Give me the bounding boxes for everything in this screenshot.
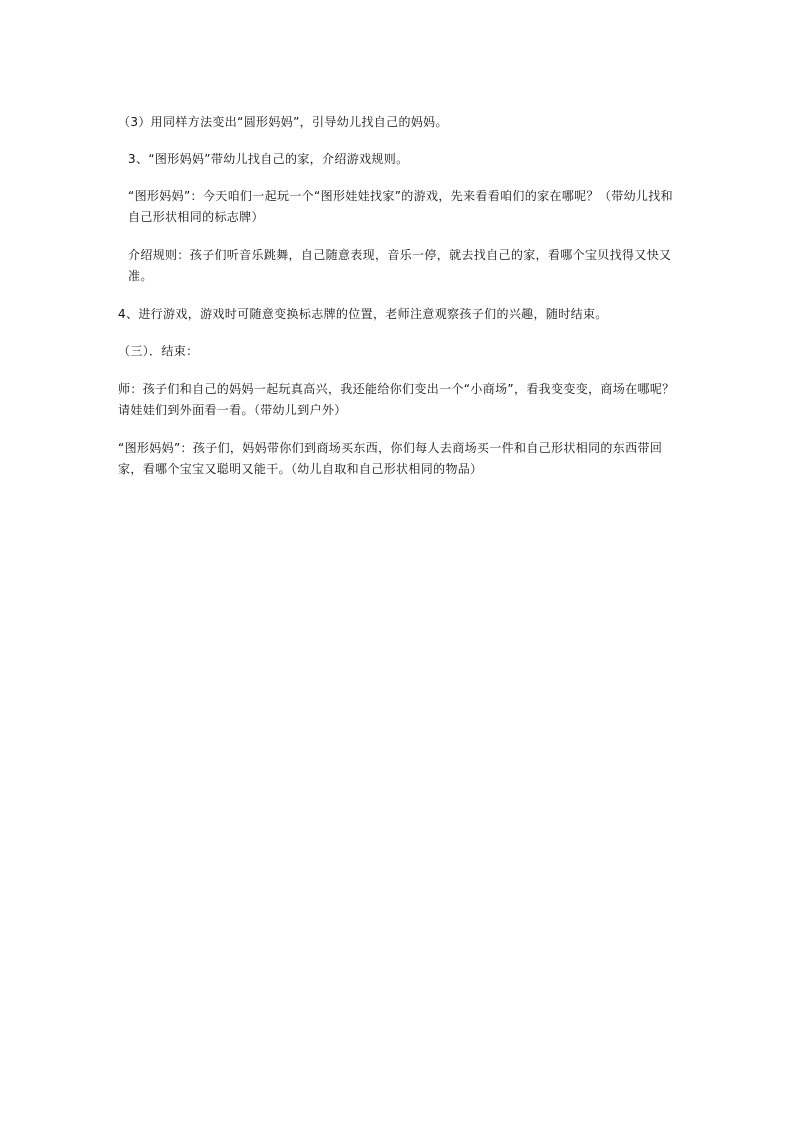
paragraph-shapes-shopping: “图形妈妈”：孩子们，妈妈带你们到商场买东西，你们每人去商场买一件和自己形状相同的东西带回家，看哪个宝宝又聪明又能干。（幼儿自取和自己形状相同的物品） [118,441,663,476]
section-heading-ending: （三）．结束： [118,344,199,358]
paragraph-round-mother: （3）用同样方法变出“圆形妈妈”，引导幼儿找自己的妈妈。 [118,115,448,129]
document-body [118,112,678,480]
paragraph-step-4-play: 4、进行游戏，游戏时可随意变换标志牌的位置，老师注意观察孩子们的兴趣，随时结束。 [118,307,608,321]
paragraph-find-home-game: “图形妈妈”：今天咱们一起玩一个“图形娃娃找家”的游戏，先来看看咱们的家在哪呢？（带幼儿找和自己形状相同的标志牌） [128,189,673,224]
paragraph-teacher-mall: 师：孩子们和自己的妈妈一起玩真高兴，我还能给你们变出一个“小商场”，看我变变变，商场在哪呢？请娃娃们到外面看一看。（带幼儿到户外） [118,382,675,417]
paragraph-game-rules: 介绍规则：孩子们听音乐跳舞，自己随意表现，音乐一停，就去找自己的家，看哪个宝贝找得又快又准。 [128,248,672,283]
paragraph-step-3-heading: 3、“图形妈妈”带幼儿找自己的家，介绍游戏规则。 [128,152,409,166]
